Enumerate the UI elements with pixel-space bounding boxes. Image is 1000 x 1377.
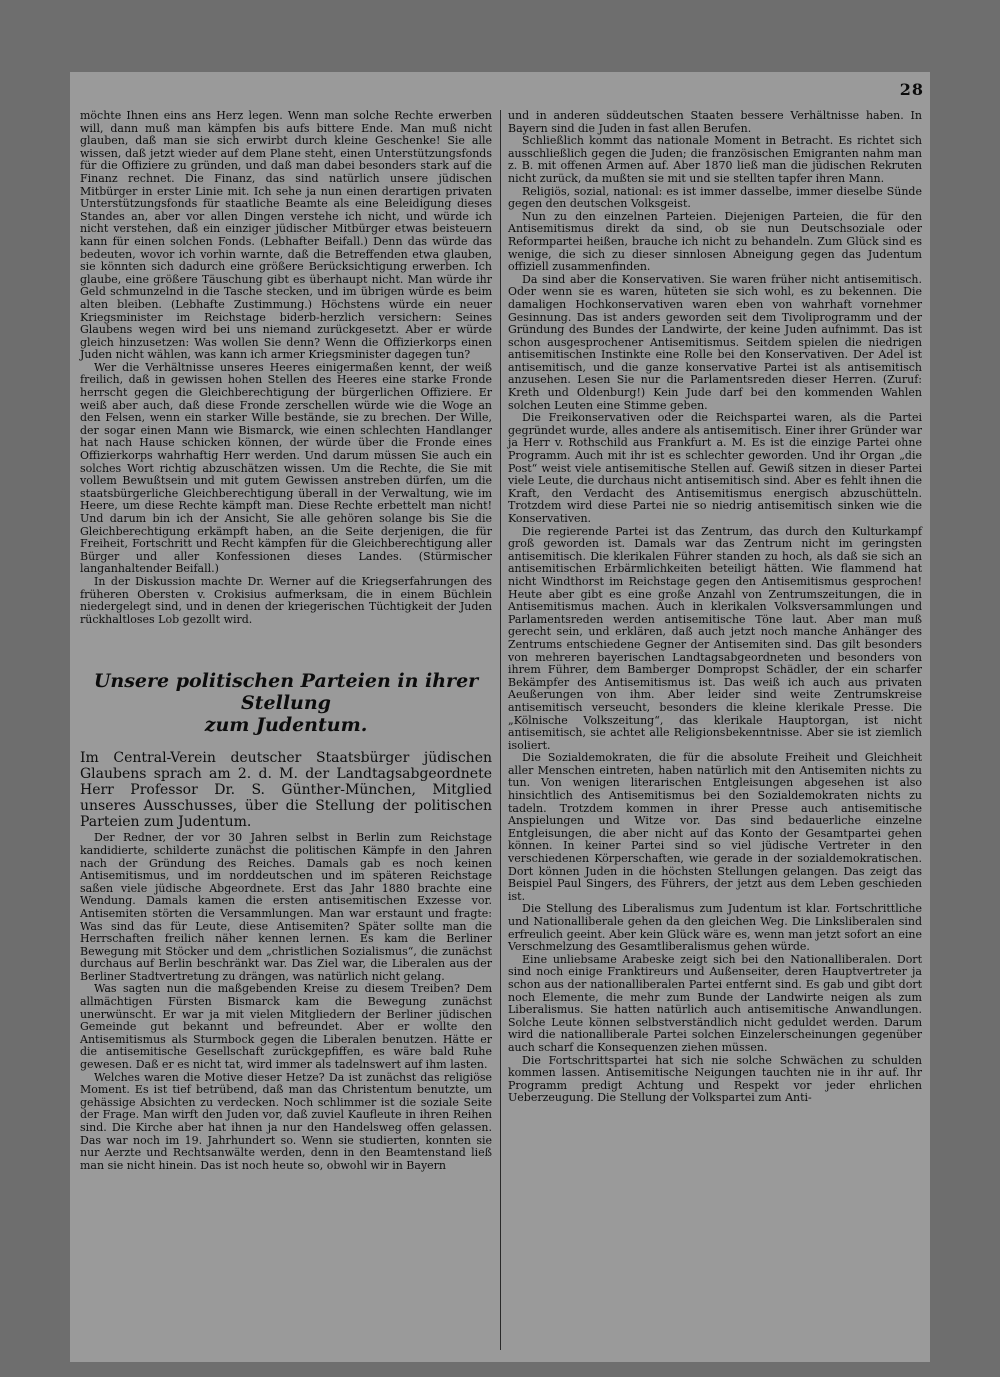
paragraph: möchte Ihnen eins ans Herz legen. Wenn man solche Rechte erwerben will, dann muß man kämpfen bis aufs bittere Ende. Man muß nicht glauben, daß man sie sich erwirbt durch kleine Geschenke! Sie alle wissen, daß jetzt wieder auf dem Plane steht, einen Unterstützungsfonds für die Offiziere zu gründen, und daß man dabei besonders stark auf die Finanz rechnet. Die Finanz, das sind natürlich unsere jüdischen Mitbürger in erster Linie mit. Ich sehe ja nun einen derartigen privaten Unterstützungsfonds für staatliche Beamte als eine Beleidigung dieses Standes an, aber vor allen Dingen verstehe ich nicht, und würde ich nicht verstehen, daß ein einziger jüdischer Mitbürger etwas beisteuern kann für einen solchen Fonds. (Lebhafter Beifall.) Denn das würde das bedeuten, wovor ich vorhin warnte, daß die Betreffenden etwa glauben, sie könnten sich dadurch eine größere Berücksichtigung erwerben. Ich glaube, eine größere Täuschung gibt es überhaupt nicht. Man würde ihr Geld schmunzelnd in die Tasche stecken, und im übrigen würde es beim alten bleiben. (Lebhafte Zustimmung.) Höchstens würde ein neuer Kriegsminister im Reichstage biderb-herzlich versichern: Seines Glaubens wegen wird bei uns niemand zurückgesetzt. Aber er würde gleich hinzusetzen: Was wollen Sie denn? Wenn die Offizierkorps einen Juden nicht wählen, was kann ich armer Kriegsminister dagegen tun? [80,109,492,362]
heading-line: zum Judentum. [204,714,368,737]
column-divider [500,110,501,1350]
paragraph: Nun zu den einzelnen Parteien. Diejenigen Parteien, die für den Antisemitismus direkt da sind, ob sie nun Deutschsoziale oder Reformpartei heißen, brauche ich nicht zu behandeln. Zum Glück sind es wenige, die sich zu dieser sinnlosen Abneigung gegen das Judentum offiziell zusammenfinden. [508,209,922,274]
right-column [508,110,922,1105]
paragraph: Die Fortschrittspartei hat sich nie solche Schwächen zu schulden kommen lassen. Antisemitische Neigungen tauchten nie in ihr auf. Ihr Programm predigt Achtung und Respekt vor jeder ehrlichen Ueberzeugung. Die Stellung der Volkspartei zum Anti- [508,1053,922,1105]
paragraph: Religiös, sozial, national: es ist immer dasselbe, immer dieselbe Sünde gegen den deutschen Volksgeist. [508,184,922,211]
paragraph: und in anderen süddeutschen Staaten bessere Verhältnisse haben. In Bayern sind die Juden in fast allen Berufen. [508,109,922,135]
paragraph: Schließlich kommt das nationale Moment in Betracht. Es richtet sich ausschließlich gegen die Juden; die französischen Emigranten nahm man z. B. mit offenen Armen auf. Aber 1870 ließ man die jüdischen Rekruten nicht zurück, da mußten sie mit und sie stellten tapfer ihren Mann. [508,134,922,185]
paragraph: In der Diskussion machte Dr. Werner auf die Kriegserfahrungen des früheren Obersten v. Crokisius aufmerksam, die in einem Büchlein niedergelegt sind, und in denen der kriegerischen Tüchtigkeit der Juden rückhaltloses Lob gezollt wird. [80,574,492,626]
paragraph: Die Sozialdemokraten, die für die absolute Freiheit und Gleichheit aller Menschen eintreten, haben natürlich mit den Antisemiten nichts zu tun. Von wenigen literarischen Entgleisungen abgesehen ist also hinsichtlich des Antisemitismus bei den Sozialdemokraten nichts zu tadeln. Trotzdem kommen in ihrer Presse auch antisemitische Anspielungen und Witze vor. Das sind bedauerliche einzelne Entgleisungen, die aber nicht auf das Konto der Gesamtpartei gehen können. In keiner Partei sind so viel jüdische Vertreter in den verschiedenen Körperschaften, wie gerade in der sozialdemokratischen. Dort können Juden in die höchsten Stellungen gelangen. Das zeigt das Beispiel Paul Singers, des Führers, der jetzt aus dem Leben geschieden ist. [508,751,922,903]
paragraph: Da sind aber die Konservativen. Sie waren früher nicht antisemitisch. Oder wenn sie es waren, hüteten sie sich wohl, es zu bekennen. Die damaligen Hochkonservativen waren eben von wahrhaft vornehmer Gesinnung. Das ist anders geworden seit dem Tivoliprogramm und der Gründung des Bundes der Landwirte, der keine Juden aufnimmt. Das ist schon ausgesprochener Antisemitismus. Seitdem spielen die niedrigen antisemitischen Instinkte eine Rolle bei den Konservativen. Der Adel ist antisemitisch, und die ganze konservative Partei ist als antisemitisch anzusehen. Lesen Sie nur die Parlamentsreden dieser Herren. (Zuruf: Kreth und Oldenburg!) Kein Jude darf bei den kommenden Wahlen solchen Leuten eine Stimme geben. [508,272,922,412]
paragraph: Was sagten nun die maßgebenden Kreise zu diesem Treiben? Dem allmächtigen Fürsten Bismarck kam die Bewegung zunächst unerwünscht. Er war ja mit vielen Mitgliedern der Berliner jüdischen Gemeinde gut bekannt und befreundet. Aber er wollte den Antisemitismus als Sturmbock gegen die Liberalen benutzen. Hätte er die antisemitische Gesellschaft zurückgepfiffen, es wäre bald Ruhe gewesen. Daß er es nicht tat, wird immer als tadelnswert auf ihm lasten. [80,982,492,1072]
paragraph: Die regierende Partei ist das Zentrum, das durch den Kulturkampf groß geworden ist. Damals war das Zentrum nicht im geringsten antisemitisch. Die klerikalen Führer standen zu hoch, als daß sie sich an antisemitischen Erbärmlichkeiten beteiligt hätten. Wie flammend hat nicht Windthorst im Reichstage gegen den Antisemitismus gesprochen! Heute aber gibt es eine große Anzahl von Zentrumszeitungen, die in Antisemitismus machen. Auch in klerikalen Volksversammlungen und Parlamentsreden werden antisemitische Töne laut. Aber man muß gerecht sein, und erklären, daß auch jetzt noch manche Anhänger des Zentrums entschiedene Gegner der Antisemiten sind. Das gilt besonders von mehreren bayerischen Landtagsabgeordneten und besonders von ihrem Führer, dem Bamberger Dompropst Schädler, der ein scharfer Bekämpfer des Antisemitismus ist. Das weiß ich auch aus privaten Aeußerungen von ihm. Aber leider sind weite Zentrumskreise antisemitisch verseucht, besonders die kleine klerikale Presse. Die „Kölnische Volkszeitung“, das klerikale Hauptorgan, ist nicht antisemitisch, sie achtet alle Religionsbekenntnisse. Aber sie ist ziemlich isoliert. [508,524,922,752]
paragraph: Wer die Verhältnisse unseres Heeres einigermaßen kennt, der weiß freilich, daß in gewissen hohen Stellen des Heeres eine starke Fronde herrscht gegen die Gleichberechtigung der bürgerlichen Offiziere. Er weiß aber auch, daß diese Fronde zerschellen würde wie die Woge an den Felsen, wenn ein starker Wille bestände, sie zu brechen. Der Wille, der sogar einen Mann wie Bismarck, wie einen schlechten Handlanger hat nach Hause schicken können, der würde über die Fronde eines Offizierkorps wahrhaftig Herr werden. Und darum müssen Sie auch ein solches Wort richtig abzuschätzen wissen. Um die Rechte, die Sie mit vollem Bewußtsein und mit gutem Gewissen anstreben dürfen, um die staatsbürgerliche Gleichberechtigung überall in der Verwaltung, wie im Heere, um diese Rechte kämpft man. Diese Rechte erbettelt man nicht! Und darum bin ich der Ansicht, Sie alle gehören solange bis Sie die Gleichberechtigung erkämpft haben, an die Seite derjenigen, die für Freiheit, Fortschritt und Recht kämpfen für die Gleichberechtigung aller Bürger und aller Konfessionen dieses Landes. (Stürmischer langanhaltender Beifall.) [80,360,492,576]
article-heading [80,670,492,736]
paragraph: Der Redner, der vor 30 Jahren selbst in Berlin zum Reichstage kandidierte, schilderte zunächst die politischen Kämpfe in den Jahren nach der Gründung des Reiches. Damals gab es noch keinen Antisemitismus, und im norddeutschen und im späteren Reichstage saßen viele jüdische Abgeordnete. Erst das Jahr 1880 brachte eine Wendung. Damals kamen die ersten antisemitischen Exzesse vor. Antisemiten störten die Versammlungen. Man war erstaunt und fragte: Was sind das für Leute, diese Antisemiten? Später sollte man die Herrschaften freilich näher kennen lernen. Es kam die Berliner Bewegung mit Stöcker und dem „christlichen Sozialismus“, die zunächst durchaus auf Berlin beschränkt war. Das Ziel war, die Liberalen aus der Berliner Stadtvertretung zu drängen, was natürlich nicht gelang. [80,831,492,983]
page-number: 28 [899,80,924,99]
paragraph: Die Freikonservativen oder die Reichspartei waren, als die Partei gegründet wurde, alles andere als antisemitisch. Einer ihrer Gründer war ja Herr v. Rothschild aus Frankfurt a. M. Es ist die einzige Partei ohne Programm. Auch mit ihr ist es schlechter geworden. Und ihr Organ „die Post“ weist viele antisemitische Stellen auf. Gewiß sitzen in dieser Partei viele Leute, die durchaus nicht antisemitisch sind. Aber es fehlt ihnen die Kraft, den Verdacht des Antisemitismus energisch abzuschütteln. Trotzdem wird diese Partei nie so niedrig antisemitisch sinken wie die Konservativen. [508,411,922,525]
left-column [80,110,492,1172]
paragraph: Eine unliebsame Arabeske zeigt sich bei den Nationalliberalen. Dort sind noch einige Franktireurs und Außenseiter, deren Hauptvertreter ja schon aus der nationalliberalen Partei entfernt sind. Es gab und gibt dort noch Elemente, die mehr zum Bunde der Landwirte neigen als zum Liberalismus. Sie hatten natürlich auch antisemitische Anwandlungen. Solche Leute können selbstverständlich nicht geduldet werden. Darum wird die nationalliberale Partei solchen Einzelerscheinungen gegenüber auch scharf die Konsequenzen ziehen müssen. [508,952,922,1054]
heading-line: Unsere politischen Parteien in ihrer Stellung [93,670,479,715]
paragraph: Die Stellung des Liberalismus zum Judentum ist klar. Fortschrittliche und Nationalliberale gehen da den gleichen Weg. Die Linksliberalen sind erfreulich geeint. Aber kein Glück wäre es, wenn man jetzt sofort an eine Verschmelzung des Gesamtliberalismus gehen würde. [508,902,922,954]
article-intro: Im Central-Verein deutscher Staatsbürger jüdischen Glaubens sprach am 2. d. M. der Landtagsabgeordnete Herr Professor Dr. S. Günther-München, Mitglied unseres Ausschusses, über die Stellung der politischen Parteien zum Judentum. [80,750,492,831]
paragraph: Welches waren die Motive dieser Hetze? Da ist zunächst das religiöse Moment. Es ist tief betrübend, daß man das Christentum benutzte, um gehässige Absichten zu verdecken. Noch schlimmer ist die soziale Seite der Frage. Man wirft den Juden vor, daß zuviel Kaufleute in ihren Reihen sind. Die Kirche aber hat ihnen ja nur den Handelsweg offen gelassen. Das war noch im 19. Jahrhundert so. Wenn sie studierten, konnten sie nur Aerzte und Rechtsanwälte werden, denn in den Beamtenstand ließ man sie nicht hinein. Das ist noch heute so, obwohl wir in Bayern [80,1070,492,1172]
